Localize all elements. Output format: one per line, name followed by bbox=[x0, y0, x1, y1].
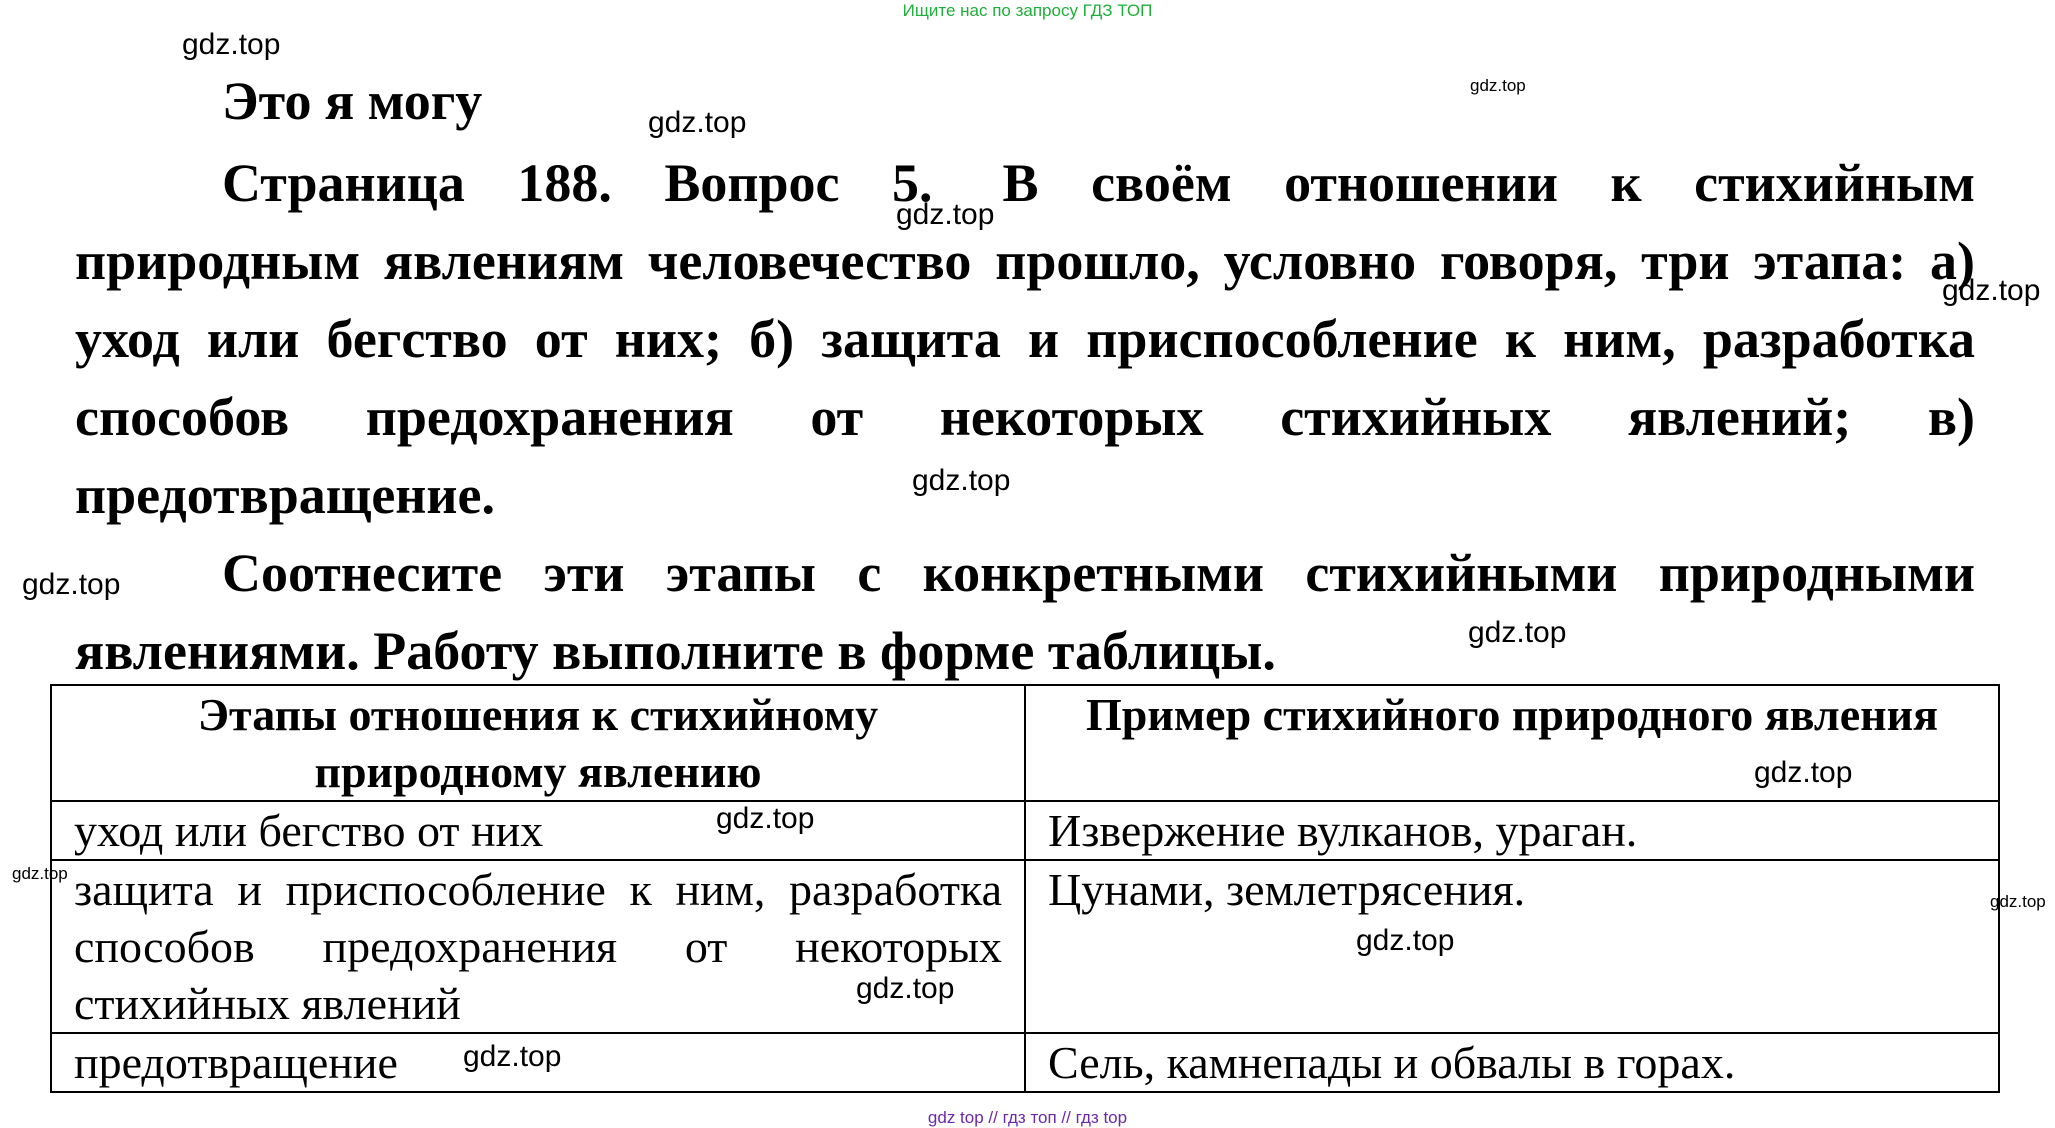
watermark: gdz.top bbox=[1942, 274, 2041, 307]
watermark: gdz.top bbox=[912, 464, 1011, 497]
question-block bbox=[75, 144, 1975, 690]
watermark: gdz.top bbox=[1470, 76, 1526, 95]
question-text: В своём отношении к стихийным природным явлениям человечество прошло, условно говоря, три этапа: а) уход или бегство от них; б) защита и приспособление к ним, разработка способов предохранения от некоторых стихийных явлений; в) предотвращение. bbox=[75, 153, 1975, 525]
table-row bbox=[51, 1033, 1999, 1092]
table-header-stage: Этапы отношения к стихийному природному явлению bbox=[51, 685, 1025, 801]
question-paragraph bbox=[75, 144, 1975, 534]
watermark: gdz.top bbox=[648, 106, 747, 139]
watermark: gdz.top bbox=[12, 864, 68, 883]
watermark: gdz.top bbox=[463, 1040, 562, 1073]
watermark: gdz.top bbox=[1754, 756, 1853, 789]
question-label: Страница 188. Вопрос 5. bbox=[222, 153, 933, 213]
watermark: gdz.top bbox=[856, 972, 955, 1005]
watermark: gdz.top bbox=[1990, 892, 2046, 911]
stage-cell: предотвращение bbox=[51, 1033, 1025, 1092]
watermark: gdz.top bbox=[182, 28, 281, 61]
stage-cell: защита и приспособление к ним, разработка способов предохранения от некоторых стихийных явлений bbox=[51, 860, 1025, 1033]
example-cell: Извержение вулканов, ураган. bbox=[1025, 801, 1999, 860]
watermark: gdz.top bbox=[22, 568, 121, 601]
footer-links: gdz top // гдз топ // гдз top bbox=[927, 1108, 1128, 1127]
table-row bbox=[51, 860, 1999, 1033]
table-header-example: Пример стихийного природного явления bbox=[1025, 685, 1999, 801]
table-row bbox=[51, 801, 1999, 860]
watermark: gdz.top bbox=[896, 198, 995, 231]
task-paragraph: Соотнесите эти этапы с конкретными стихийными природными явлениями. Работу выполните в форме таблицы. bbox=[75, 543, 1975, 681]
example-cell: Сель, камнепады и обвалы в горах. bbox=[1025, 1033, 1999, 1092]
watermark: gdz.top bbox=[716, 802, 815, 835]
answer-table bbox=[50, 684, 2000, 1093]
section-heading: Это я могу bbox=[222, 71, 483, 131]
watermark: gdz.top bbox=[1356, 924, 1455, 957]
example-cell: Цунами, землетрясения. bbox=[1025, 860, 1999, 1033]
watermark: gdz.top bbox=[1468, 616, 1567, 649]
search-banner: Ищите нас по запросу ГДЗ ТОП bbox=[902, 1, 1153, 20]
table-header-row bbox=[51, 685, 1999, 801]
stage-cell: уход или бегство от них bbox=[51, 801, 1025, 860]
